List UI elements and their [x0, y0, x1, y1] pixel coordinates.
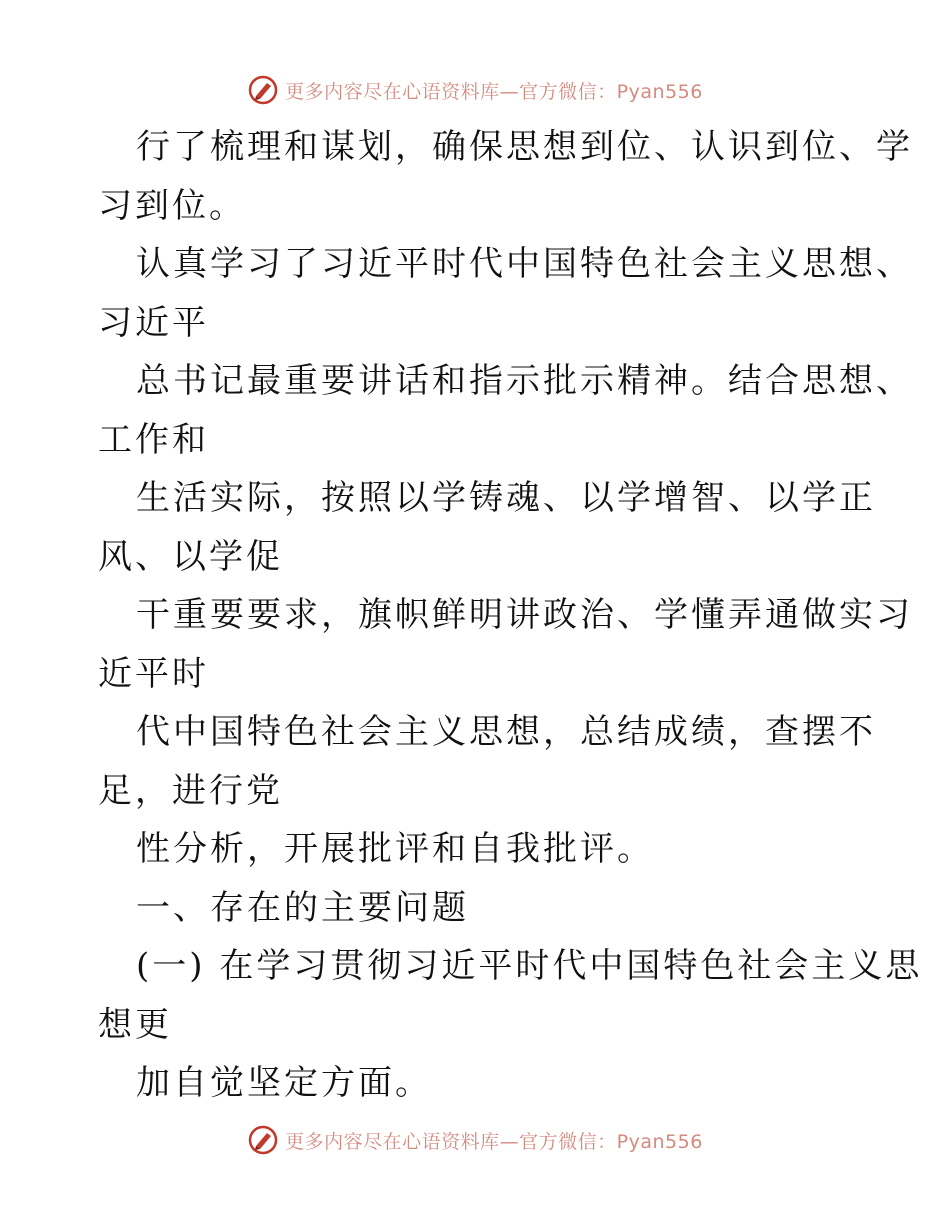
- text-line: 一、存在的主要问题: [136, 887, 469, 928]
- text-line: 想更: [98, 1004, 172, 1045]
- header-watermark: [0, 70, 950, 110]
- footer-watermark: [0, 1120, 950, 1160]
- pen-logo-icon: [247, 1124, 279, 1156]
- pen-logo-icon: [247, 74, 279, 106]
- text-line: 性分析，开展批评和自我批评。: [136, 829, 654, 869]
- watermark-text: 更多内容尽在心语资料库—官方微信：Pyan556: [285, 1130, 703, 1153]
- text-line: 干重要要求，旗帜鲜明讲政治、学懂弄通做实习: [136, 595, 913, 635]
- text-line: 近平时: [98, 653, 209, 694]
- text-line: 习到位。: [98, 185, 246, 226]
- text-line: 加自觉坚定方面。: [136, 1063, 432, 1103]
- watermark-text: 更多内容尽在心语资料库—官方微信：Pyan556: [285, 80, 703, 103]
- text-line: 生活实际，按照以学铸魂、以学增智、以学正: [136, 478, 876, 518]
- text-line: (一) 在学习贯彻习近平时代中国特色社会主义思: [136, 946, 923, 986]
- text-line: 认真学习了习近平时代中国特色社会主义思想、: [136, 244, 913, 284]
- text-line: 风、以学促: [98, 536, 283, 577]
- text-line: 总书记最重要讲话和指示批示精神。结合思想、: [136, 361, 913, 401]
- text-line: 代中国特色社会主义思想，总结成绩，查摆不: [136, 712, 876, 752]
- text-line: 习近平: [98, 302, 209, 343]
- text-line: 工作和: [98, 419, 209, 460]
- text-line: 行了梳理和谋划，确保思想到位、认识到位、学: [136, 127, 913, 167]
- document-body: [98, 118, 923, 1113]
- text-line: 足，进行党: [98, 770, 283, 811]
